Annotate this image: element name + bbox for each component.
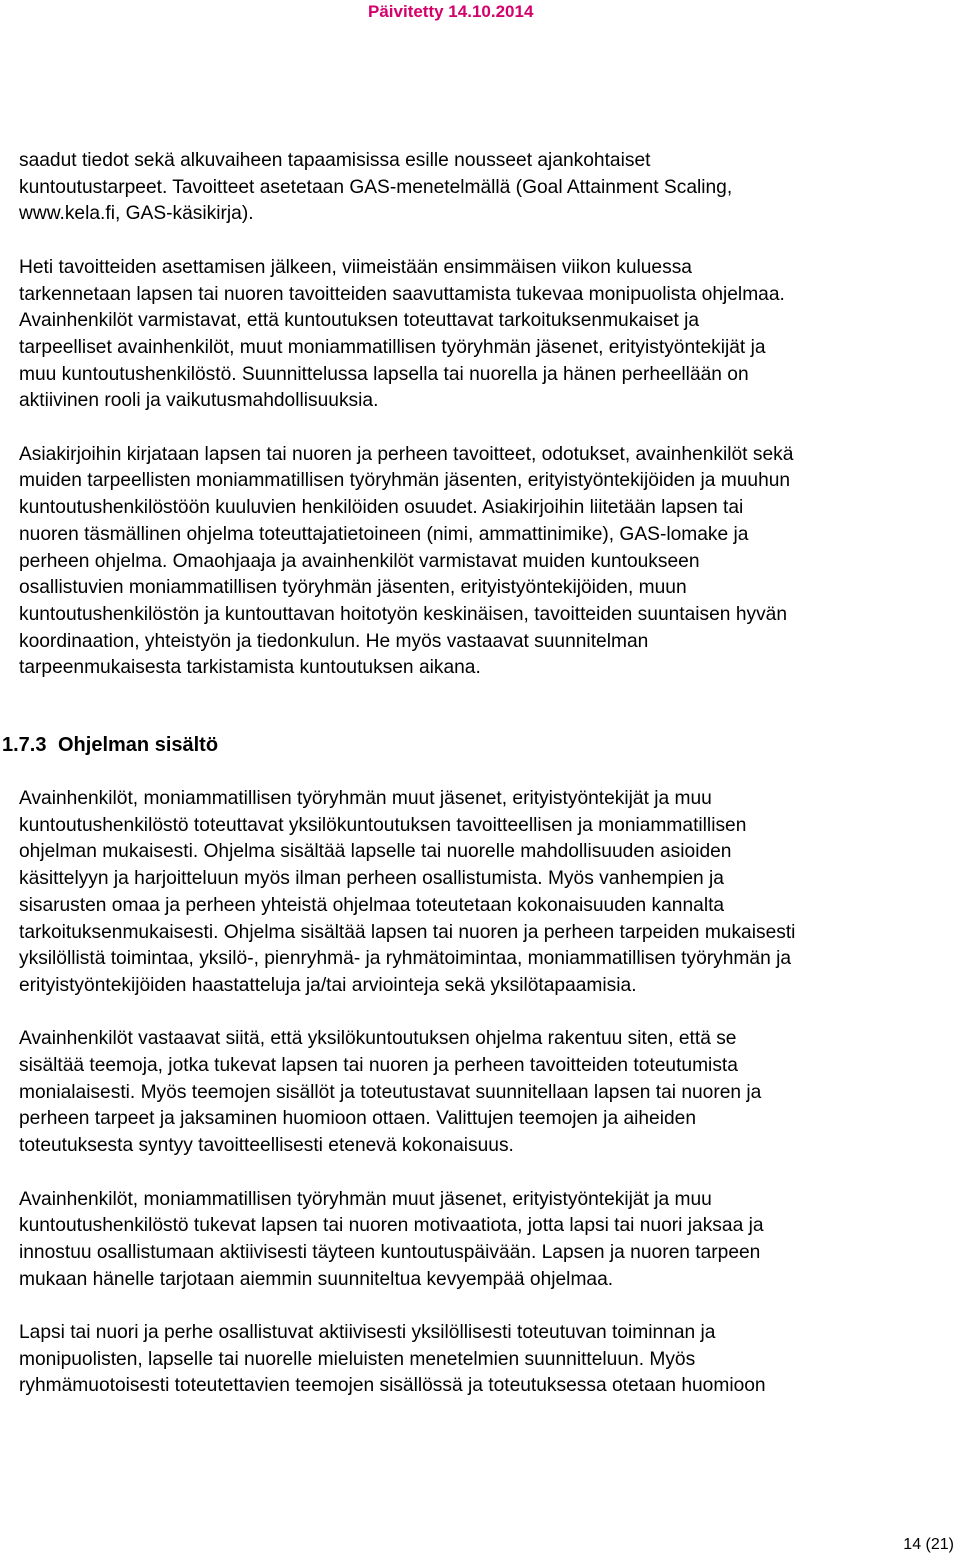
body-text-top [19,148,959,682]
paragraph: Heti tavoitteiden asettamisen jälkeen, viimeistään ensimmäisen viikon kuluessa tarkennetaan lapsen tai nuoren tavoitteiden saavuttamista tukevaa monipuolista ohjelmaa. Avainhenkilöt varmistavat, että kuntoutuksen toteuttavat tarkoituksenmukaiset ja tarpeelliset avainhenkilöt, muut moniammatillisen työryhmän jäsenet, erityistyöntekijät ja muu kuntoutushenkilöstö. Suunnittelussa lapsella tai nuorella ja hänen perheellään on aktiivinen rooli ja vaikutusmahdollisuuksia. [19,256,785,412]
paragraph: Asiakirjoihin kirjataan lapsen tai nuoren ja perheen tavoitteet, odotukset, avainhenkilöt sekä muiden tarpeellisten moniammatillisen työryhmän jäsenten, erityistyöntekijöiden ja muuhun kuntoutushenkilöstöön kuuluvien henkilöiden osuudet. Asiakirjoihin liitetään lapsen tai nuoren täsmällinen ohjelma toteuttajatietoineen (nimi, ammattinimike), GAS-lomake ja perheen ohjelma. Omaohjaaja ja avainhenkilöt varmistavat muiden kuntoukseen osallistuvien moniammatillisen työryhmän jäsenten, erityistyöntekijöiden, muun kuntoutushenkilöstön ja kuntouttavan hoitotyön keskinäisen, tavoitteiden suuntaisen hyvän koordinaation, yhteistyön ja tiedonkulun. He myös vastaavat suunnitelman tarpeenmukaisesta tarkistamista kuntoutuksen aikana. [19,443,794,679]
updated-date: Päivitetty 14.10.2014 [368,2,534,21]
paragraph: Lapsi tai nuori ja perhe osallistuvat aktiivisesti yksilöllisesti toteutuvan toiminnan ja monipuolisten, lapselle tai nuorelle mieluisten menetelmien suunnitteluun. Myös ryhmämuotoisesti toteutettavien teemojen sisällössä ja toteutuksessa otetaan huomioon [19,1322,766,1397]
paragraph: saadut tiedot sekä alkuvaiheen tapaamisissa esille nousseet ajankohtaiset kuntoutustarpeet. Tavoitteet asetetaan GAS-menetelmällä (Goal Attainment Scaling, www.kela.fi, GAS-käsikirja). [19,150,733,225]
page-number: 14 (21) [903,1536,954,1553]
section-number: 1.7.3 [2,734,47,756]
section-heading [2,734,218,757]
paragraph: Avainhenkilöt, moniammatillisen työryhmän muut jäsenet, erityistyöntekijät ja muu kuntoutushenkilöstö tukevat lapsen tai nuoren motivaatiota, jotta lapsi tai nuori jaksaa ja innostuu osallistumaan aktiivisesti täyteen kuntoutuspäivään. Lapsen ja nuoren tarpeen mukaan hänelle tarjotaan aiemmin suunniteltua kevyempää ohjelmaa. [19,1188,764,1290]
paragraph: Avainhenkilöt, moniammatillisen työryhmän muut jäsenet, erityistyöntekijät ja muu kuntoutushenkilöstö toteuttavat yksilökuntoutuksen tavoitteellisen ja moniammatillisen ohjelman mukaisesti. Ohjelma sisältää lapselle tai nuorelle mahdollisuuden asioiden käsittelyyn ja harjoitteluun myös ilman perheen osallistumista. Myös vanhempien ja sisarusten omaa ja perheen yhteistä ohjelmaa toteutetaan kokonaisuuden kannalta tarkoituksenmukaisesti. Ohjelma sisältää lapsen tai nuoren ja perheen tarpeiden mukaisesti yksilöllistä toimintaa, yksilö-, pienryhmä- ja ryhmätoimintaa, moniammatillisen työryhmän ja erityistyöntekijöiden haastatteluja ja/tai arviointeja sekä yksilötapaamisia. [19,788,796,996]
body-text-section [19,786,959,1400]
section-title: Ohjelman sisältö [58,734,219,756]
paragraph: Avainhenkilöt vastaavat siitä, että yksilökuntoutuksen ohjelma rakentuu siten, että se sisältää teemoja, jotka tukevat lapsen tai nuoren ja perheen tavoitteiden toteutumista monialaisesti. Myös teemojen sisällöt ja toteutustavat suunnitellaan lapsen tai nuoren ja perheen tarpeet ja jaksaminen huomioon ottaen. Valittujen teemojen ja aiheiden toteutuksesta syntyy tavoitteellisesti etenevä kokonaisuus. [19,1028,762,1157]
